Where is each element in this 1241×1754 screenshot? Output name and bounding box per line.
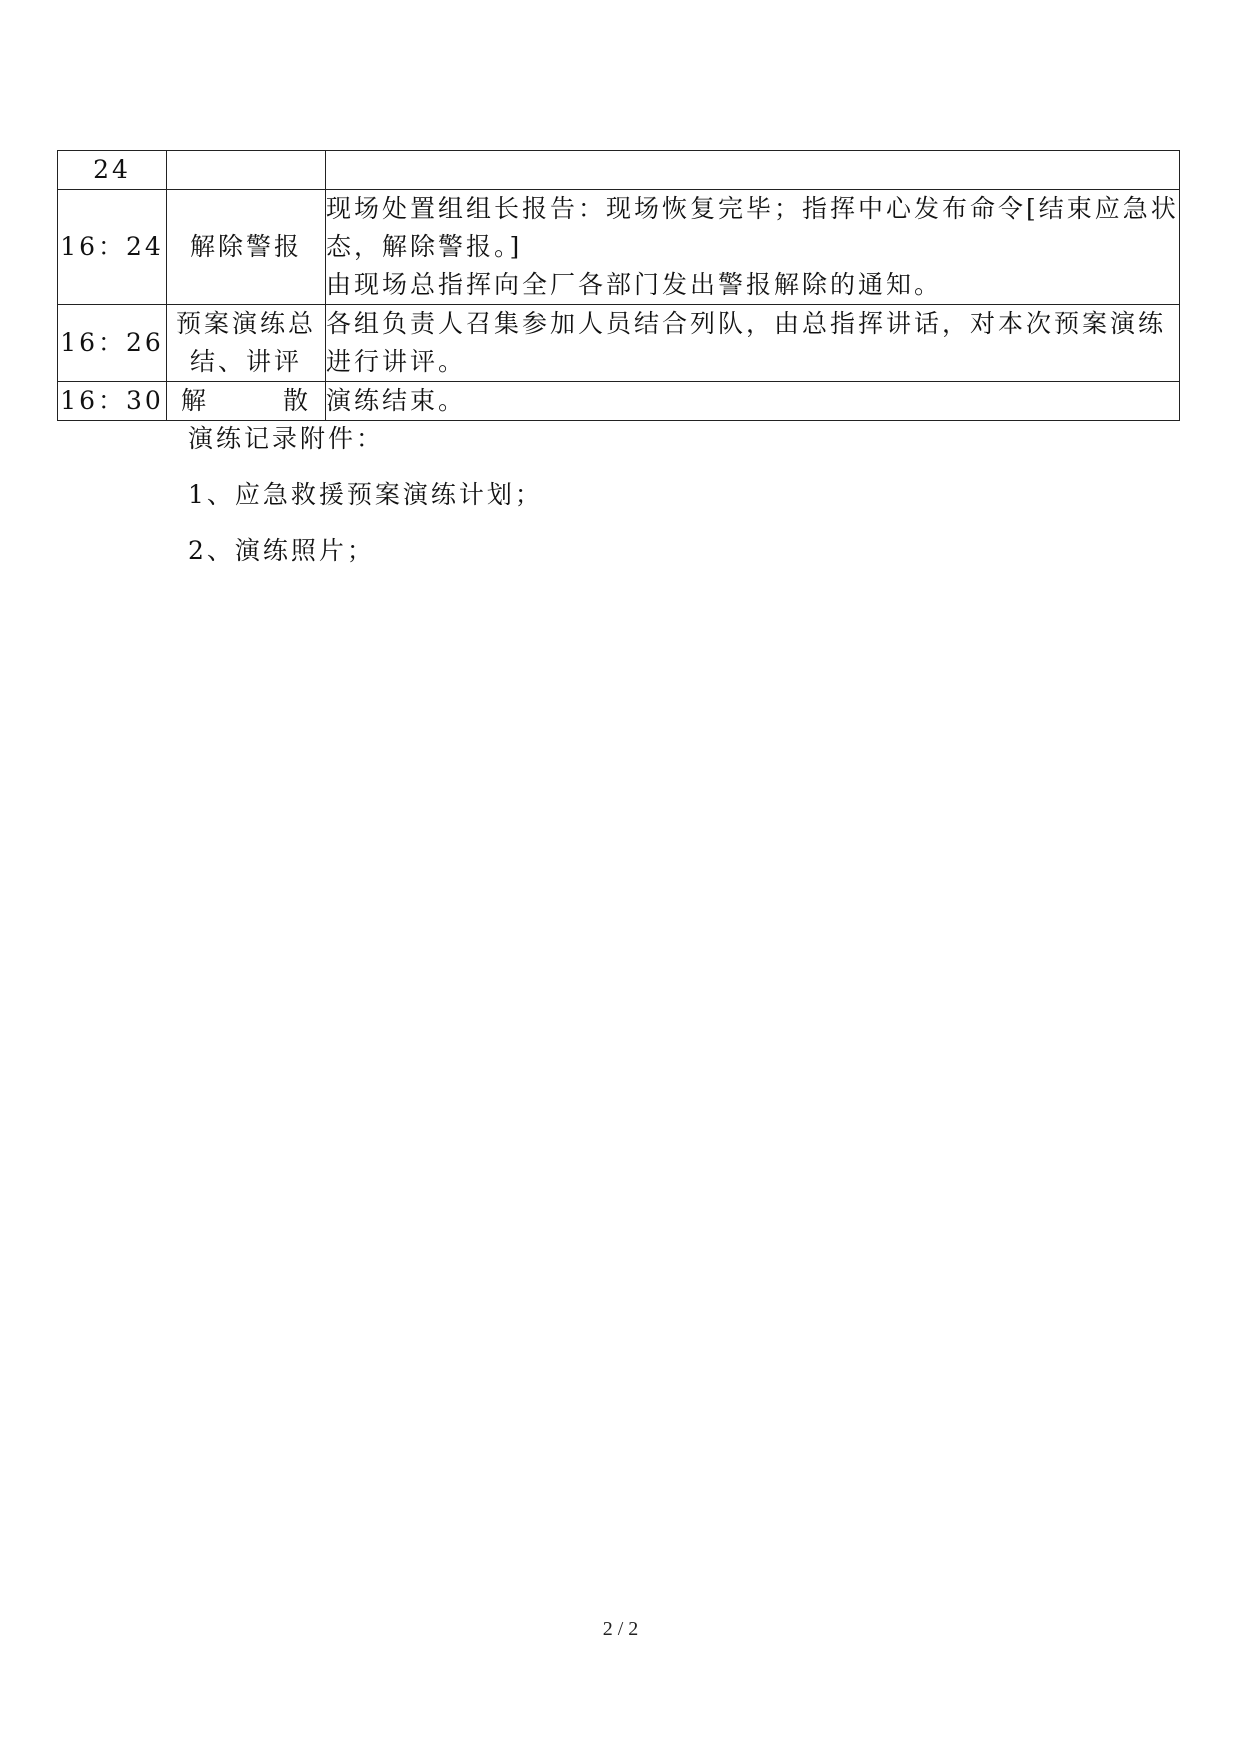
description-cell bbox=[326, 151, 1180, 190]
description-line: 演练结束。 bbox=[326, 386, 467, 415]
table-row bbox=[58, 190, 1180, 305]
description-cell bbox=[326, 382, 1180, 421]
item-cell: 解 散 bbox=[167, 382, 326, 421]
item-cell: 预案演练总结、讲评 bbox=[167, 305, 326, 382]
page-number: 2 / 2 bbox=[602, 1618, 639, 1640]
table-row bbox=[58, 151, 1180, 190]
table-row bbox=[58, 382, 1180, 421]
description-line: 各组负责人召集参加人员结合列队，由总指挥讲话，对本次预案演练进行讲评。 bbox=[326, 309, 1167, 376]
time-cell: 16：26 bbox=[58, 305, 167, 382]
item-cell: 解除警报 bbox=[167, 190, 326, 305]
time-cell: 16：24 bbox=[58, 190, 167, 305]
item-cell bbox=[167, 151, 326, 190]
description-line: 现场处置组组长报告：现场恢复完毕；指挥中心发布命令[结束应急状态，解除警报。] bbox=[326, 194, 1179, 261]
drill-record-table bbox=[57, 150, 1180, 421]
description-cell bbox=[326, 190, 1180, 305]
appendix-item: 1、应急救援预案演练计划； bbox=[188, 480, 543, 509]
time-cell: 24 bbox=[58, 151, 167, 190]
appendix-item: 2、演练照片； bbox=[188, 536, 375, 565]
description-cell bbox=[326, 305, 1180, 382]
appendix-title: 演练记录附件： bbox=[188, 424, 385, 453]
time-cell: 16：30 bbox=[58, 382, 167, 421]
description-line: 由现场总指挥向全厂各部门发出警报解除的通知。 bbox=[326, 270, 943, 299]
table-row bbox=[58, 305, 1180, 382]
